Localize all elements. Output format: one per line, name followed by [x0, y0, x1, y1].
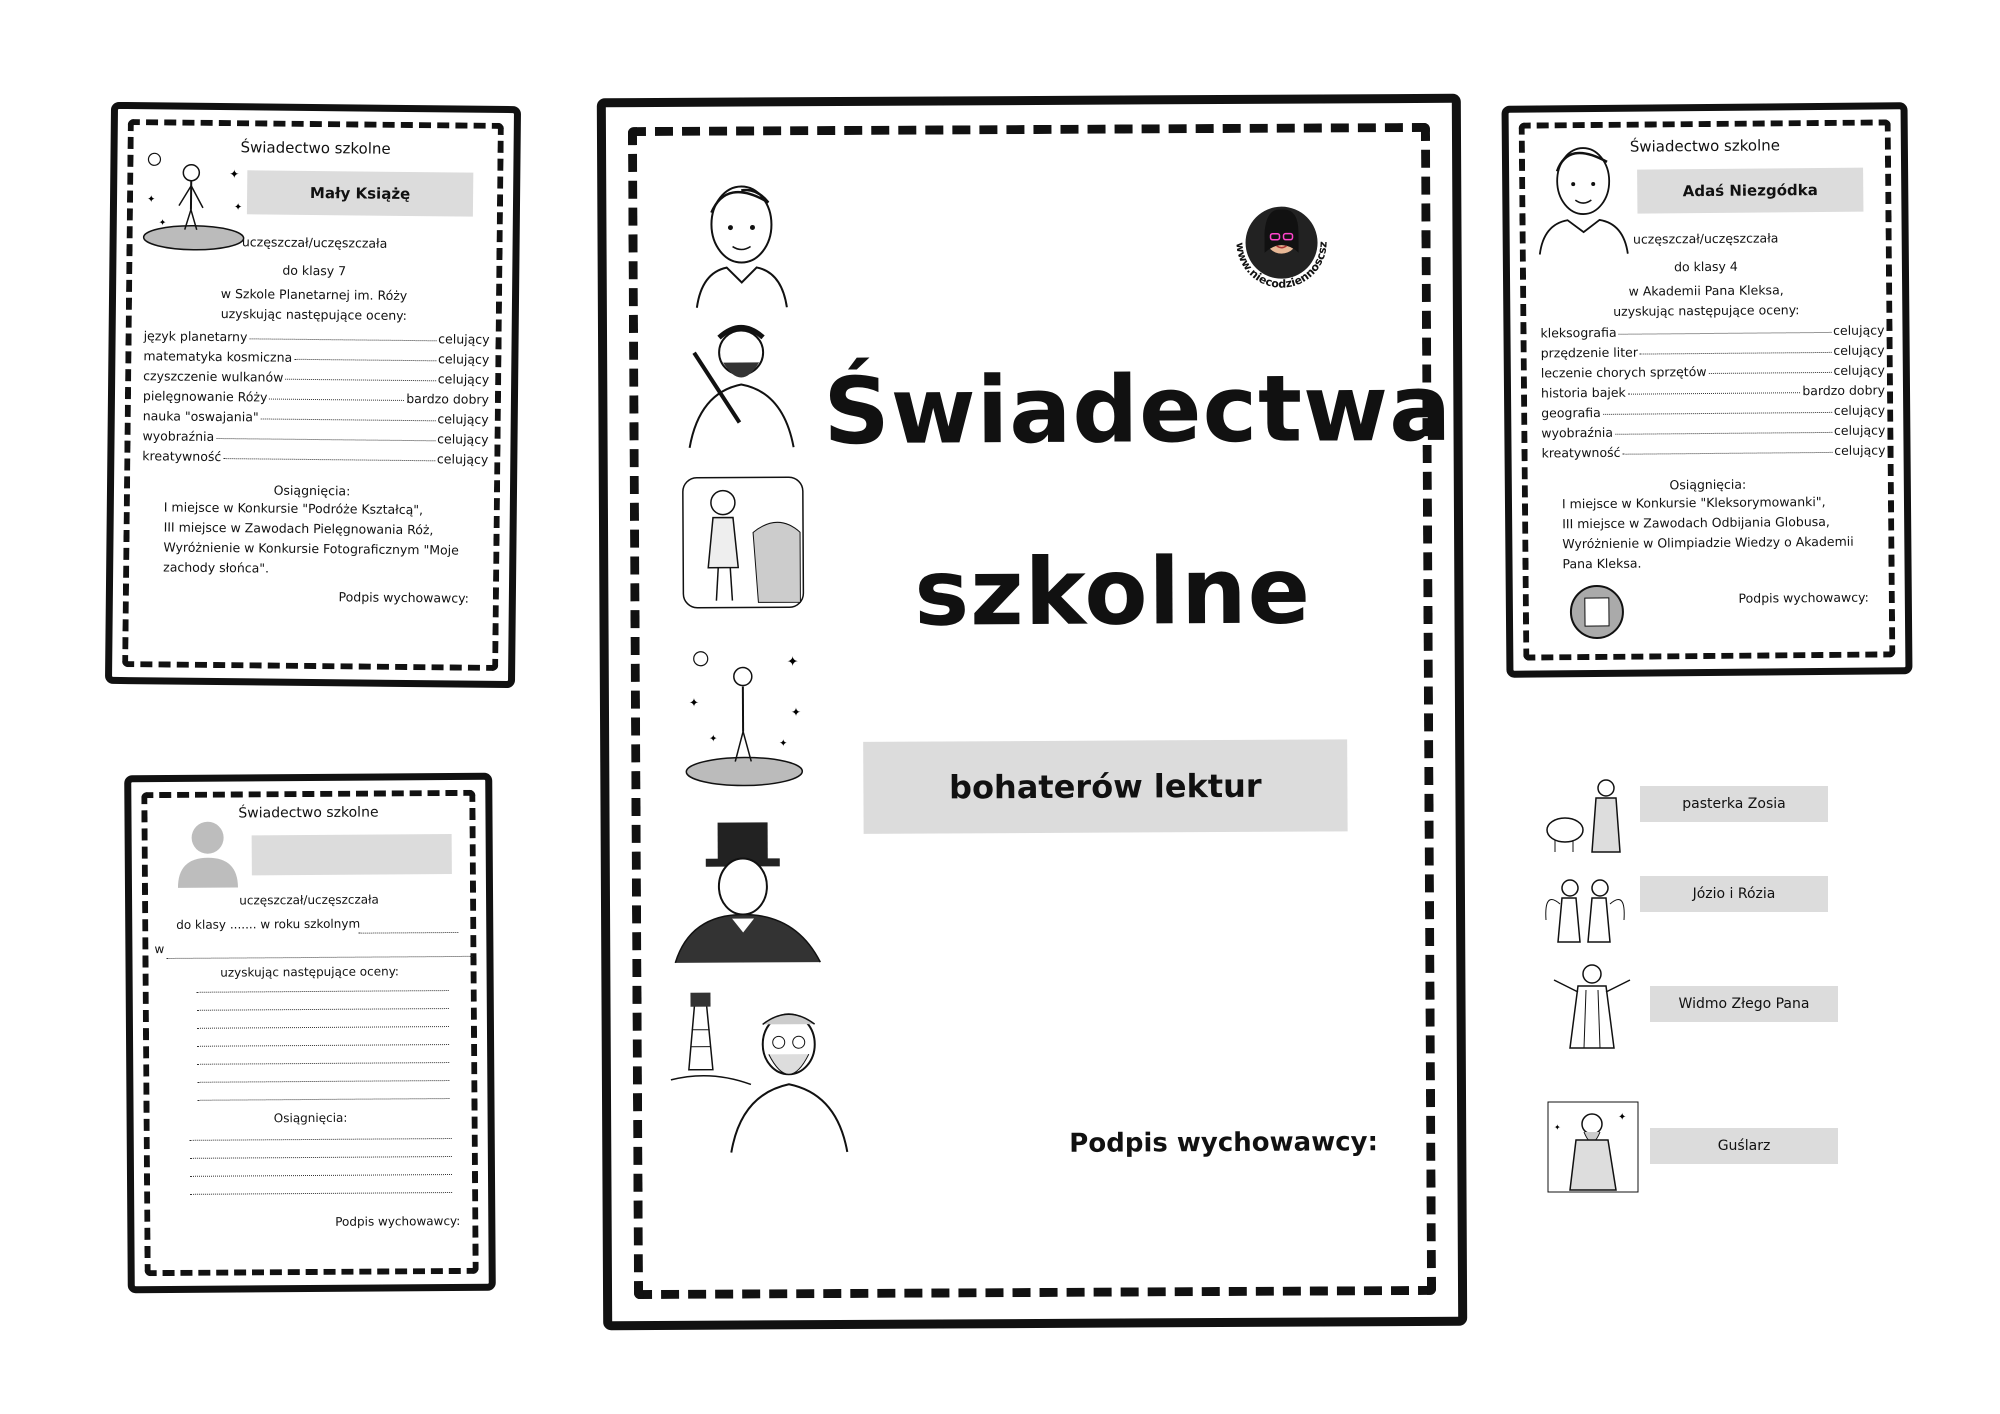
certificate-adas-niezgodka: [1502, 102, 1913, 678]
signature-label: Podpis wychowawcy:: [1738, 589, 1869, 606]
student-name-placeholder: [252, 834, 452, 875]
svg-text:✦: ✦: [779, 738, 788, 750]
grade-row: leczenie chorych sprzętów celujący: [1540, 362, 1885, 381]
character-label-guslarz: Guślarz: [1650, 1128, 1838, 1164]
blog-logo-stamp: [1210, 167, 1347, 308]
grade-row: przędzenie liter celujący: [1540, 342, 1885, 361]
angels-icon: [1540, 870, 1630, 950]
student-name: Adaś Niezgódka: [1637, 168, 1863, 214]
grades-intro: uzyskując następujące oceny:: [220, 964, 399, 980]
achievements-list: I miejsce w Konkursie "Kleksorymowanki", III miejsce w Zawodach Odbijania Globusa, Wyróżnienie w Olimpiadzie Wiedzy o Akademii Pana Kleksa.: [1561, 493, 1854, 572]
cover-subtitle: bohaterów lektur: [863, 739, 1347, 834]
grade-row: kreatywność celujący: [1541, 442, 1886, 461]
svg-text:✦: ✦: [229, 167, 240, 182]
svg-text:✦: ✦: [233, 202, 243, 214]
attended-label: uczęszczał/uczęszczała: [239, 892, 379, 908]
cover-title-line2: szkolne: [914, 537, 1312, 647]
achievements-list: I miejsce w Konkursie "Podróże Kształcą", III miejsce w Zawodach Pielęgnowania Róż, Wyróżnienie w Konkursie Fotograficznym "Moje zachody słońca".: [163, 499, 459, 576]
boy-portrait-icon: [686, 172, 797, 313]
class-line: do klasy 4: [1673, 258, 1738, 275]
svg-text:✦: ✦: [146, 194, 156, 206]
grade-row: historia bajek bardzo dobry: [1540, 382, 1886, 401]
shepherdess-sheep-icon: [1540, 770, 1630, 860]
book-stamp-icon: [1567, 582, 1628, 643]
svg-text:✦: ✦: [158, 218, 167, 229]
cover-title-line1: Świadectwa: [823, 354, 1453, 466]
warrior-portrait-icon: [679, 322, 800, 453]
grade-row: język planetarny celujący: [143, 328, 490, 347]
grade-row: matematyka kosmiczna celujący: [143, 348, 490, 367]
svg-text:✦: ✦: [709, 733, 718, 745]
certificate-heading: Świadectwo szkolne: [240, 138, 391, 158]
achievements-heading: Osiągnięcia:: [273, 1110, 348, 1126]
grades-list: [142, 323, 489, 467]
grade-row: pielęgnowanie Róży bardzo dobry: [142, 388, 490, 407]
grade-row: kleksografia celujący: [1540, 322, 1885, 341]
achievements-heading: Osiągnięcia:: [273, 482, 351, 499]
svg-text:✦: ✦: [688, 695, 700, 710]
signature-label: Podpis wychowawcy:: [335, 1213, 461, 1229]
certificate-maly-ksiaze: [105, 102, 521, 688]
certificate-heading: Świadectwo szkolne: [238, 804, 379, 822]
lighthouse-keeper-icon: [670, 984, 851, 1155]
character-label-jozio-i-rozia: Józio i Rózia: [1640, 876, 1828, 912]
signature-label: Podpis wychowawcy:: [338, 589, 469, 606]
class-line: do klasy ....... w roku szkolnym: [176, 916, 361, 932]
main-cover-page: [597, 94, 1467, 1331]
grades-intro: uzyskując następujące oceny:: [220, 306, 408, 323]
grade-row: wyobraźnia celujący: [142, 428, 489, 447]
student-name: Mały Książę: [247, 170, 473, 216]
grade-row: wyobraźnia celujący: [1541, 422, 1886, 441]
grade-row: geografia celujący: [1541, 402, 1886, 421]
grades-list: [1540, 317, 1885, 460]
svg-text:✦: ✦: [790, 705, 802, 720]
cover-signature-label: Podpis wychowawcy:: [1069, 1127, 1379, 1159]
grades-intro: uzyskując następujące oceny:: [1613, 302, 1800, 319]
attended-label: uczęszczał/uczęszczała: [241, 234, 388, 251]
little-prince-icon: [679, 646, 810, 787]
certificate-heading: Świadectwo szkolne: [1629, 136, 1781, 156]
svg-text:✦: ✦: [1554, 1123, 1561, 1132]
school-prefix: w: [154, 942, 165, 957]
avatar-placeholder-icon: [175, 817, 240, 889]
class-line: do klasy 7: [282, 262, 347, 279]
grade-row: czyszczenie wulkanów celujący: [143, 368, 490, 387]
guslarz-icon: [1546, 1100, 1640, 1194]
blog-url-text: www.niecodziennoscszkolna.blogspot.com: [1210, 167, 1330, 291]
school-line: w Szkole Planetarnej im. Róży: [220, 286, 408, 303]
character-label-pasterka-zosia: pasterka Zosia: [1640, 786, 1828, 822]
svg-text:✦: ✦: [1618, 1112, 1627, 1123]
character-label-widmo-zlego-pana: Widmo Złego Pana: [1650, 986, 1838, 1022]
traveler-portrait-icon: [678, 472, 809, 613]
certificate-blank: [124, 773, 496, 1294]
svg-text:✦: ✦: [786, 654, 799, 671]
school-line: w Akademii Pana Kleksa,: [1628, 282, 1784, 299]
achievements-heading: Osiągnięcia:: [1669, 476, 1747, 493]
top-hat-man-icon: [670, 814, 831, 965]
grade-row: nauka "oswajania" celujący: [142, 408, 489, 427]
attended-label: uczęszczał/uczęszczała: [1632, 230, 1779, 247]
grade-row: kreatywność celujący: [142, 448, 489, 467]
ghost-lord-icon: [1550, 960, 1634, 1050]
